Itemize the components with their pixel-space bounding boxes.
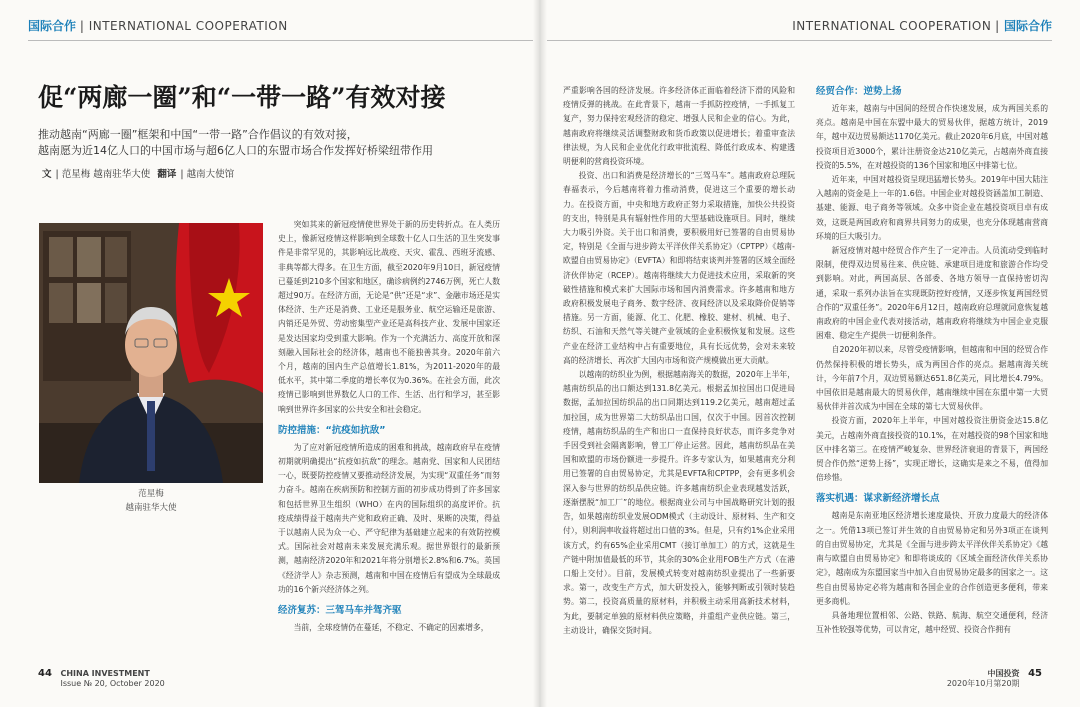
paragraph: 具备地理位置相邻、公路、铁路、航海、航空交通便利，经济互补性较强等优势，可以肯定，越中经贸、投资合作拥有 <box>816 610 1048 635</box>
byline-wen-label: 文 <box>42 169 52 180</box>
paragraph: 投资、出口和消费是经济增长的“三驾马车”。越南政府总理阮春福表示，今后越南将着力推动消费，促进这三个重要的增长动力。在投资方面，中央和地方政府正努力采取措施，加快公共投资的支出，特别是具有辐射性作用的大型基础设施项目。同时，继续大力吸引外资。关于出口和消费，要积极用好已签署的自由贸易协定，特别是《全面与进步跨太平洋伙伴关系协定》（CPTPP）《越南-欧盟自由贸易协定》（EVFTA）和即将结束谈判并签署的区域全面经济伙伴协定（RCEP）。越南将继续大力促进技术应用，采取新的突破性措施和模式来扩大国际市场和国内消费需求。许多越南和地方政府积极发展电子商务、数字经济、夜间经济以及采取降价促销等措施。另一方面，能源、化工、化肥、橡胶、建材、机械、电子、纺织、石油和天然气等关键产业领域的企业积极恢复和发展。这些产业在经济工业结构中占有重要地位，具有长远优势，会对未来较高的经济增长、再次扩大国内市场和资产规模做出更大贡献。 <box>563 171 795 365</box>
page-number: 45 <box>1028 668 1042 679</box>
section-separator: | <box>995 19 1004 33</box>
caption-name: 范星梅 <box>138 489 164 499</box>
paragraph: 以越南的纺织业为例，根据越南海关的数据，2020年上半年，越南纺织品的出口额达到131.8亿美元。根据孟加拉国出口促进局数据，孟加拉国纺织品的出口同期达到119.2亿美元，越南超过孟加拉国，成为世界第二大纺织品出口国，仅次于中国。因首次控制疫情，越南纺织品的生产和出口一直保持良好状态，而许多竞争对手因受到社会隔离影响，曾工厂停止运营。因此，越南纺织品在美国和欧盟的市场份额进一步提升。许多专家认为，如果越南充分利用已签署的自由贸易协定，尤其是EVFTA和CPTPP，会有更多机会深入参与世界的纺织品供应链。许多越南纺织企业表现越发活跃，逐渐摆脱“加工厂”的地位。根据商业公司与中国战略研究计划的报告，如果越南纺织业发展ODM模式（主动设计、原材料、生产和交付），则利润率收益将超过出口值的3%。但是，只有约1%企业采用该方式，约有65%企业采用CMT（接订单加工）的方式，这就是生产链中附加值最低的环节，其余的30%企业用FOB生产方式（在港口船上交付）。目前，发展模式转变对越南纺织业提出了一些新要求。第一，改变生产方式，加大研发投入，能够判断或引领时装趋势。第二，投资高质量的原材料，并积极主动采用高新技术材料，为此，要制定单独的原材料供应策略，并重组产业供应链。第三，主动设计，确保交货时间。 <box>563 370 795 635</box>
left-section-header <box>28 18 288 34</box>
header-rule-left <box>28 40 533 41</box>
issue-info: Issue № 20, October 2020 <box>60 679 165 688</box>
paragraph: 当前，全球疫情仍在蔓延，不稳定、不确定的因素增多， <box>293 623 489 633</box>
section-heading-prevention: 防控措施：“抗疫如抗敌” <box>278 424 386 436</box>
section-label-cn: 国际合作 <box>1003 19 1052 33</box>
byline-translator: 越南大使馆 <box>186 169 235 180</box>
paragraph: 新冠疫情对越中经贸合作产生了一定冲击。人员流动受到临时限制，使得双边贸易往来、供应链、承建项目进度和旅游合作均受到影响。对此，两国高层、各部委、各地方领导一直保持密切沟通，采取一系列办法旨在实现既防控好疫情，又逐步恢复两国经贸合作的“双重任务”。2020年6月12日，越南政府总理就同意恢复越南政府的中国企业代表对接活动，越南政府将继续为中国企业克服困难、稳定生产提供一切便利条件。 <box>816 246 1048 341</box>
article-subtitle-line-2: 越南愿为近14亿人口的中国市场与超6亿人口的东盟市场合作发挥好桥梁纽带作用 <box>38 144 433 157</box>
article-title: 促“两廊一圈”和“一带一路”有效对接 <box>38 83 446 112</box>
paragraph: 严重影响各国的经济发展。许多经济体正面临着经济下滑的风险和疫情反弹的挑战。在此背景下，越南一手抓防控疫情，一手抓复工复产，努力保持宏观经济的稳定、增强人民和企业的信心。为此，越南政府将继续灵活调整财政和货币政策以促进增长；着重审查法律法规，为人民和企业优化行政审批流程、降低行政成本、构建透明便利的营商投资环境。 <box>563 86 795 167</box>
page-number: 44 <box>38 668 52 679</box>
spine-gutter <box>533 0 547 707</box>
paragraph: 越南是东南亚地区经济增长速度最快、开放力度最大的经济体之一。凭借13项已签订并生效的自由贸易协定和另外3项正在谈判的自由贸易协定，尤其是《全面与进步跨太平洋伙伴关系协定》《越南与欧盟自由贸易协定》和即将谈成的《区域全面经济伙伴关系协定》，越南成为东盟国家当中加入自由贸易协定最多的国家之一。这些自由贸易协定必将为越南和各国企业的合作创造更多便利，带来更多商机。 <box>816 511 1048 606</box>
portrait-illustration <box>39 223 263 483</box>
paragraph: 投资方面，2020年上半年，中国对越投资注册资金达15.8亿美元，占越南外商直接投资的10.1%，在对越投资的98个国家和地区中排名第三。在疫情严峻复杂、世界经济衰退的背景下，两国经贸合作仍然“逆势上扬”，实现正增长，这确实是来之不易，值得加倍珍惜。 <box>816 416 1048 483</box>
section-heading-trade: 经贸合作：逆势上扬 <box>816 86 902 97</box>
section-heading-recovery: 经济复苏：三驾马车并驾齐驱 <box>278 605 402 617</box>
article-column-3 <box>816 84 1048 662</box>
article-column-2 <box>563 84 795 662</box>
section-heading-opportunity: 落实机遇：谋求新经济增长点 <box>816 493 940 505</box>
section-label-en: INTERNATIONAL COOPERATION <box>88 19 288 33</box>
right-section-header <box>792 18 1052 34</box>
right-page-footer <box>947 669 1042 689</box>
magazine-name: 中国投资 <box>987 669 1020 678</box>
ambassador-photo <box>39 223 263 483</box>
article-column-1 <box>278 218 500 662</box>
left-page-footer <box>38 669 165 689</box>
paragraph: 近年来，中国对越投资呈现迅猛增长势头。2019年中国大陆注入越南的资金是上一年的1.6倍。中国企业对越投资涵盖加工制造、基建、能源、电子商务等领域。众多中资企业在越投资项目卓有成效，这既是两国政府和商界共同努力的成果，也充分体现越南营商环境的巨大吸引力。 <box>816 175 1048 241</box>
header-rule-right <box>547 40 1052 41</box>
byline-translate-label: 翻译 <box>157 169 177 180</box>
section-label-en: INTERNATIONAL COOPERATION <box>792 19 992 33</box>
paragraph: 近年来，越南与中国间的经贸合作快速发展，成为两国关系的亮点。越南是中国在东盟中最大的贸易伙伴，据越方统计，2019年，越中双边贸易额达1170亿美元。截止2020年6月底，中国对越投资项目近3000个，累计注册资金达210亿美元，占越南外商直接投资的5.5%，在对越投资的136个国家和地区中排第七位。 <box>816 104 1048 170</box>
paragraph: 突如其来的新冠疫情使世界处于新的历史转折点。在人类历史上，像新冠疫情这样影响到全球数十亿人口生活的卫生突发事件是非常罕见的，其影响远比战疫、天灾、霍乱、西班牙流感、非典等都大得多。在卫生方面，截至2020年9月10日，新冠疫情已蔓延到210多个国家和地区，确诊病例约2746万例，死亡人数超过90万。在经济方面，无论是“供”还是“求”、金融市场还是实体经济、生产还是消费、工业还是服务业、航空运输还是旅游、内销还是外贸、劳动密集型产业还是高科技产业、发展中国家还是发达国家均受到重大影响。作为一个充满活力、高度开放和深刻融入国际社会的经济体，越南也不能独善其身。2020年前六个月，越南的国内生产总值增长1.81%，为2011-2020年的最低水平，其中第二季度的增长率仅为0.36%。在社会方面，此次疫情已影响到世界数亿人口的工作、生活、出行和学习，甚至影响到世界许多国家的公共安全和社会稳定。 <box>278 220 500 414</box>
paragraph: 为了应对新冠疫情所造成的困难和挑战，越南政府早在疫情初期就明确提出“抗疫如抗敌”的理念。越南党、国家和人民团结一心，既要防控疫情又要推动经济发展，为实现“双重任务”而努力奋斗。越南在疾病预防和控制方面的初步成功得到了许多国家和包括世界卫生组织（WHO）在内的国际组织的高度评价。抗疫成绩得益于越南共产党和政府正确、及时、果断的决策，得益于以越南人民为众一心、严守纪律为基础建立起来的有效防控模式。国际社会对越南未来发展充满乐观。据世界银行的最新预测，越南经济2020年和2021年将分别增长2.8%和6.7%。英国《经济学人》杂志预测，越南和中国在疫情后有望成为全球最成功的16个新兴经济体之列。 <box>278 442 500 594</box>
issue-info: 2020年10月第20期 <box>946 679 1020 688</box>
magazine-name: CHINA INVESTMENT <box>60 669 150 678</box>
photo-caption <box>39 483 263 523</box>
byline-author: 范星梅 越南驻华大使 <box>61 169 151 180</box>
paragraph: 自2020年初以来，尽管受疫情影响，但越南和中国的经贸合作仍然保持积极的增长势头，成为两国合作的亮点。据越南海关统计，今年前7个月，双边贸易额达651.8亿美元，同比增长4.79%。中国依旧是越南最大的贸易伙伴，越南继续中国在东盟中第一大贸易伙伴并首次成为中国在全球的第七大贸易伙伴。 <box>816 345 1048 412</box>
section-label-cn: 国际合作 <box>28 19 77 33</box>
byline: 文 | 范星梅 越南驻华大使 翻译 | 越南大使馆 <box>42 169 235 180</box>
caption-role: 越南驻华大使 <box>125 503 177 513</box>
article-subtitle-line-1: 推动越南“两廊一圈”框架和中国“一带一路”合作倡议的有效对接， <box>38 128 358 141</box>
section-separator: | <box>79 19 89 33</box>
